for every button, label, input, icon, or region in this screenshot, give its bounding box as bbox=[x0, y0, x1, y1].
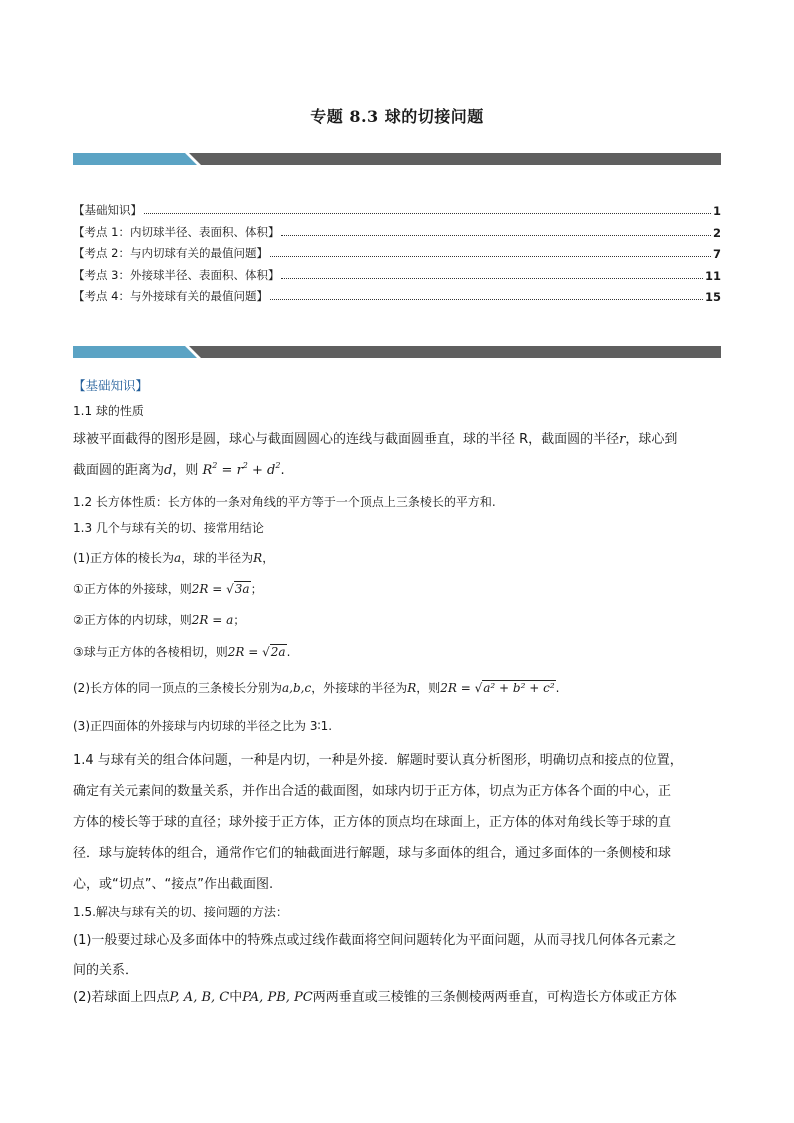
exponent: 2 bbox=[242, 461, 248, 470]
sqrt-radicand: 2a bbox=[270, 645, 286, 659]
toc-label: 【考点 4：与外接球有关的最值问题】 bbox=[73, 289, 268, 303]
conclusion-tetrahedron: (3)正四面体的外接球与内切球的半径之比为 3∶1. bbox=[73, 719, 333, 733]
subsection-1-5: 1.5.解决与球有关的切、接问题的方法： bbox=[73, 905, 288, 919]
paragraph-1-4-line4: 径．球与旋转体的组合，通常作它们的轴截面进行解题，球与多面体的组合，通过多面体的一条侧棱和球 bbox=[73, 846, 672, 861]
text: . bbox=[280, 463, 285, 478]
formula-R: R bbox=[202, 463, 213, 478]
text: (2)长方体的同一顶点的三条棱长分别为 bbox=[73, 681, 282, 695]
formula: 2R = a bbox=[191, 613, 234, 627]
paragraph-sphere-property-line2 bbox=[73, 459, 285, 478]
var-R: R bbox=[253, 551, 263, 565]
toc-page-number: 2 bbox=[712, 226, 721, 240]
formula-r: r bbox=[236, 463, 243, 478]
sqrt-symbol: √ bbox=[474, 681, 483, 695]
text: ，球心到 bbox=[625, 432, 678, 447]
var-abc: a,b,c bbox=[282, 681, 312, 695]
text: (1)正方体的棱长为 bbox=[73, 551, 174, 565]
text: ①正方体的外接球，则 bbox=[73, 582, 192, 596]
text: ，球的半径为 bbox=[181, 551, 254, 565]
text: 球被平面截得的图形是圆，球心与截面圆圆心的连线与截面圆垂直，球的半径 R，截面圆的半径 bbox=[73, 432, 620, 447]
text: . bbox=[555, 681, 560, 695]
conclusion-cube bbox=[73, 549, 274, 566]
method-1-line1: (1)一般要过球心及多面体中的特殊点或过线作截面将空间问题转化为平面问题，从而寻找几何体各元素之 bbox=[73, 933, 677, 948]
sqrt-radicand: 3a bbox=[234, 582, 250, 596]
text: ； bbox=[250, 582, 263, 596]
page-title: 专题 8.3 球的切接问题 bbox=[310, 107, 484, 126]
conclusion-inscribed bbox=[73, 611, 245, 628]
text: ，则 bbox=[416, 681, 441, 695]
main-content bbox=[73, 0, 721, 1123]
toc-page-number: 7 bbox=[712, 247, 721, 261]
paragraph-1-4-line3: 方体的棱长等于球的直径；球外接于正方体，正方体的顶点均在球面上，正方体的体对角线长等于球的直 bbox=[73, 815, 672, 830]
formula-d: d bbox=[267, 463, 276, 478]
formula: 2R = bbox=[191, 582, 227, 596]
toc-label: 【考点 3：外接球半径、表面积、体积】 bbox=[73, 268, 280, 282]
toc-label: 【考点 2：与内切球有关的最值问题】 bbox=[73, 246, 268, 260]
subsection-1-3: 1.3 几个与球有关的切、接常用结论 bbox=[73, 521, 264, 535]
var-a: a bbox=[174, 551, 182, 565]
formula-eq: = bbox=[217, 463, 237, 478]
text: ，则 bbox=[172, 463, 199, 478]
text: 截面圆的距离为 bbox=[73, 463, 165, 478]
conclusion-circumscribed bbox=[73, 580, 263, 597]
section-heading: 【基础知识】 bbox=[73, 378, 149, 393]
exponent: 2 bbox=[275, 461, 281, 470]
text: ，外接球的半径为 bbox=[311, 681, 408, 695]
conclusion-edge-tangent bbox=[73, 643, 290, 660]
subsection-1-2: 1.2 长方体性质：长方体的一条对角线的平方等于一个顶点上三条棱长的平方和. bbox=[73, 495, 496, 509]
toc-label: 【基础知识】 bbox=[73, 203, 142, 217]
paragraph-sphere-property-line1 bbox=[73, 428, 677, 447]
text: ； bbox=[233, 613, 246, 627]
edges-PA-PB-PC: PA, PB, PC bbox=[242, 990, 313, 1005]
sqrt-radicand: a² + b² + c² bbox=[483, 681, 555, 695]
sqrt-symbol: √ bbox=[226, 582, 234, 596]
formula: 2R = bbox=[227, 645, 263, 659]
toc-label: 【考点 1：内切球半径、表面积、体积】 bbox=[73, 225, 280, 239]
toc-page-number: 1 bbox=[712, 204, 721, 218]
paragraph-1-4-line2: 确定有关元素间的数量关系，并作出合适的截面图，如球内切于正方体，切点为正方体各个面的中心，正 bbox=[73, 784, 672, 799]
method-1-line2: 间的关系． bbox=[73, 963, 139, 978]
paragraph-1-4-line1: 1.4 与球有关的组合体问题，一种是内切，一种是外接．解题时要认真分析图形，明确切点和接点的位置， bbox=[73, 753, 683, 768]
exponent: 2 bbox=[212, 461, 218, 470]
points-PABC: P, A, B, C bbox=[169, 990, 230, 1005]
formula bbox=[203, 463, 281, 478]
text: 中 bbox=[229, 990, 243, 1005]
sqrt-symbol: √ bbox=[262, 645, 270, 659]
formula-plus: + bbox=[247, 463, 268, 478]
method-2-line1 bbox=[73, 986, 677, 1005]
subsection-1-1: 1.1 球的性质 bbox=[73, 404, 144, 418]
text: ②正方体的内切球，则 bbox=[73, 613, 192, 627]
text: ③球与正方体的各棱相切，则 bbox=[73, 645, 228, 659]
var-R: R bbox=[407, 681, 417, 695]
paragraph-1-4-line5: 心，或“切点”、“接点”作出截面图. bbox=[73, 877, 274, 892]
text: . bbox=[286, 645, 291, 659]
conclusion-cuboid bbox=[73, 679, 559, 696]
text: ， bbox=[262, 551, 275, 565]
text: 两两垂直或三棱锥的三条侧棱两两垂直，可构造长方体或正方体 bbox=[312, 990, 677, 1005]
toc-page-number: 15 bbox=[704, 290, 721, 304]
formula: 2R = bbox=[440, 681, 475, 695]
var-d: d bbox=[164, 463, 173, 478]
text: (2)若球面上四点 bbox=[73, 990, 170, 1005]
var-r: r bbox=[619, 432, 626, 447]
toc-page-number: 11 bbox=[704, 269, 721, 283]
